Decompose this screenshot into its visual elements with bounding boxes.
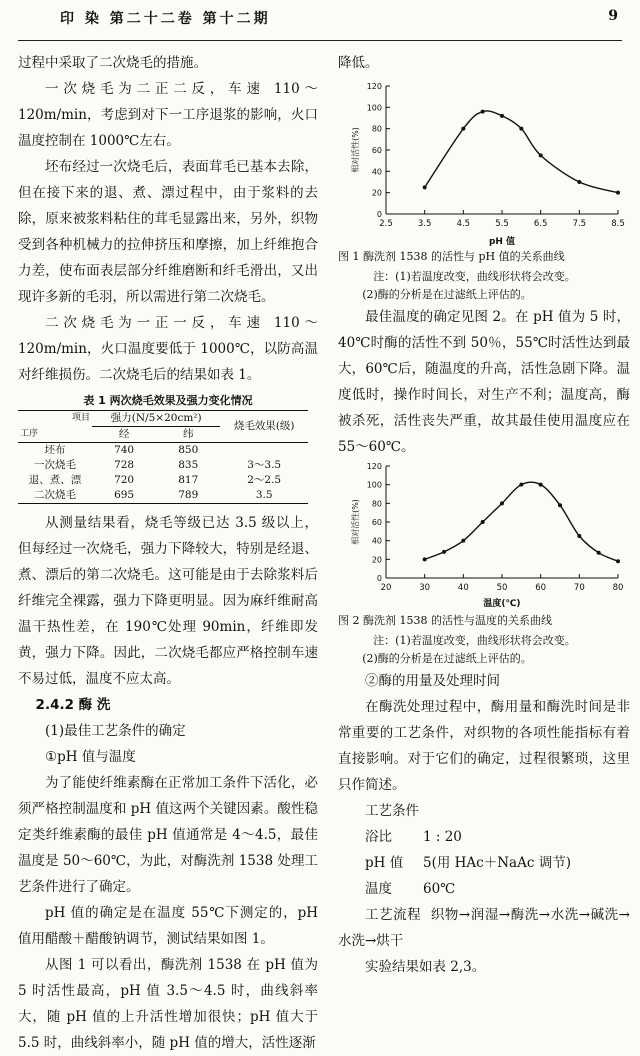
y-axis-label: 相对活性(%)	[351, 127, 360, 173]
figure-note: 注：(1)若温度改变，曲线形状将会改变。	[373, 634, 576, 647]
data-point	[577, 180, 581, 184]
figure-note: (2)酶的分析是在过滤纸上评估的。	[362, 288, 532, 301]
paragraph: 二次烧毛为一正一反，车速 110～120m/min，火口温度要低于 1000℃，以防高温对纤维损伤。二次烧毛后的结果如表 1。	[18, 315, 318, 383]
data-point	[481, 520, 485, 524]
y-tick-label: 100	[366, 103, 382, 113]
flow-label: 工艺流程	[365, 907, 422, 923]
paragraph: 降低。	[338, 55, 379, 71]
subheading: (1)最佳工艺条件的确定	[45, 723, 186, 739]
table-row	[18, 443, 308, 459]
y-tick-label: 120	[366, 462, 382, 471]
y-tick-label: 60	[371, 518, 382, 527]
singeing-table	[18, 410, 308, 504]
temperature-activity-chart	[338, 460, 628, 610]
x-tick-label: 6.5	[533, 219, 548, 229]
paragraph: 从图 1 可以看出，酶洗剂 1538 在 pH 值为 5 时活性最高，pH 值 3.5～4.5 时，曲线斜率大，随 pH 值的上升活性增加很快；pH 值大于 5.5 时，曲线斜率小，随 pH 值的增大，活性逐渐	[18, 957, 318, 1051]
data-point	[442, 550, 446, 554]
x-tick-label: 20	[380, 583, 392, 593]
table-cell: 3.5	[255, 489, 273, 501]
table-cell: 850	[178, 444, 199, 456]
table-caption: 表 1 两次烧毛效果及强力变化情况	[83, 394, 253, 407]
data-point	[461, 127, 465, 131]
conditions-title: 工艺条件	[365, 803, 419, 819]
data-point	[558, 503, 562, 507]
data-point	[539, 483, 543, 487]
data-point	[519, 483, 523, 487]
x-axis-label: 温度(℃)	[483, 599, 521, 609]
data-point	[481, 110, 485, 114]
paragraph: 最佳温度的确定见图 2。在 pH 值为 5 时，40℃时酶的活性不到 50％，55℃时活性达到最大，60℃后，随温度的升高，活性急剧下降。温度低时，操作时间长，对生产不利；温度高，酶被杀死，活性丧失严重，故其最佳使用温度应在 55～60℃。	[338, 309, 630, 455]
series-line	[425, 482, 618, 561]
y-tick-label: 20	[371, 555, 382, 565]
y-tick-label: 0	[376, 210, 382, 219]
x-tick-label: 80	[612, 583, 624, 593]
data-point	[616, 191, 620, 195]
ph-activity-chart	[338, 76, 628, 246]
table-row	[18, 488, 308, 504]
x-tick-label: 50	[496, 583, 508, 593]
condition-key: 温度	[365, 881, 392, 897]
data-point	[423, 185, 427, 189]
data-point	[423, 557, 427, 561]
figure-caption: 图 2 酶洗剂 1538 的活性与温度的关系曲线	[338, 614, 552, 627]
paragraph: 为了能使纤维素酶在正常加工条件下活化，必须严格控制温度和 pH 值这两个关键因素。酸性稳定类纤维素酶的最佳 pH 值通常是 4～4.5，最佳温度是 50～60℃，为此，对酶洗剂 1538 处理工艺条件进行了确定。	[18, 775, 318, 895]
x-tick-label: 70	[573, 583, 585, 593]
journal-title: 印 染 第二十二卷 第十二期	[60, 11, 271, 27]
paragraph: 在酶洗处理过程中，酶用量和酶洗时间是非常重要的工艺条件，对织物的各项性能指标有着直接影响。对于它们的确定，过程很繁琐，这里只作简述。	[338, 699, 630, 793]
figure-note: 注：(1)若温度改变，曲线形状将会改变。	[373, 270, 576, 283]
page-header	[0, 0, 640, 40]
y-tick-label: 60	[371, 146, 382, 155]
figure-caption: 图 1 酶洗剂 1538 的活性与 pH 值的关系曲线	[338, 250, 565, 263]
condition-row	[338, 850, 630, 876]
table-cell: 720	[114, 474, 135, 486]
data-point	[597, 551, 601, 555]
y-axis-label: 相对活性(%)	[351, 499, 360, 545]
weft-header: 纬	[156, 427, 220, 443]
table-cell: 695	[114, 489, 135, 501]
flow-steps: 织物→润湿→酶洗→水洗→碱洗→水洗→烘干	[338, 907, 630, 949]
grade-header: 烧毛效果(级)	[220, 411, 308, 443]
table-cell: 817	[178, 474, 199, 486]
table-cell: 2～2.5	[247, 474, 282, 486]
subheading: ①pH 值与温度	[45, 749, 136, 765]
y-tick-label: 80	[371, 124, 382, 134]
y-tick-label: 120	[366, 82, 382, 91]
data-point	[461, 539, 465, 543]
header-rule	[18, 40, 622, 41]
warp-header: 经	[92, 427, 156, 443]
paragraph: 一次烧毛为二正二反，车速 110～120m/min，考虑到对下一工序退浆的影响，火口温度控制在 1000℃左右。	[18, 81, 318, 149]
table-cell: 728	[114, 459, 135, 471]
condition-key: 浴比	[365, 829, 392, 845]
x-tick-label: 4.5	[456, 219, 471, 229]
table-cell: 坯布	[44, 444, 66, 456]
x-tick-label: 40	[457, 583, 469, 593]
table-corner-cell	[18, 411, 92, 443]
condition-value: 5(用 HAc＋NaAc 调节)	[423, 855, 571, 871]
data-point	[539, 153, 543, 157]
section-heading: 2.4.2 酶 洗	[35, 697, 111, 713]
data-point	[500, 114, 504, 118]
condition-value: 1 : 20	[423, 829, 462, 845]
condition-row	[338, 876, 630, 902]
table-cell: 退、煮、漂	[28, 474, 82, 486]
table-cell: 740	[114, 444, 135, 456]
paragraph: 实验结果如表 2,3。	[365, 959, 486, 975]
paragraph: 过程中采取了二次烧毛的措施。	[18, 55, 207, 71]
x-tick-label: 60	[535, 583, 547, 593]
x-tick-label: 3.5	[417, 219, 432, 229]
y-tick-label: 100	[366, 480, 382, 490]
table-cell: 789	[178, 489, 199, 501]
paragraph: pH 值的确定是在温度 55℃下测定的，pH 值用醋酸＋醋酸钠调节，测试结果如图 1。	[18, 905, 318, 947]
strength-header: 强力(N/5×20cm²)	[92, 411, 220, 427]
data-point	[500, 501, 504, 505]
x-tick-label: 30	[419, 583, 431, 593]
table-cell	[220, 443, 308, 459]
corner-process-label: 工序	[20, 429, 39, 439]
y-tick-label: 20	[371, 188, 382, 198]
x-axis-label: pH 值	[488, 237, 516, 246]
y-tick-label: 40	[371, 536, 382, 546]
condition-row	[338, 824, 630, 850]
table-cell: 二次烧毛	[34, 489, 76, 501]
x-tick-label: 7.5	[572, 219, 587, 229]
table-cell: 835	[178, 459, 199, 471]
condition-value: 60℃	[423, 881, 456, 897]
process-flow	[338, 902, 630, 954]
x-tick-label: 5.5	[495, 219, 509, 229]
table-cell: 一次烧毛	[34, 459, 76, 471]
y-tick-label: 40	[371, 167, 382, 177]
data-point	[616, 559, 620, 563]
x-tick-label: 2.5	[379, 219, 393, 229]
left-column	[18, 50, 318, 1056]
table-cell: 3～3.5	[247, 459, 282, 471]
paragraph: 从测量结果看，烧毛等级已达 3.5 级以上，但每经过一次烧毛，强力下降较大，特别是经退、煮、漂后的第二次烧毛。这可能是由于去除浆料后纤维完全裸露，强力下降更明显。因为麻纤维耐高温干热性差，在 190℃处理 90min，纤维即发黄，强力下降。因此，二次烧毛都应严格控制车速不易过低，温度不应太高。	[18, 515, 318, 687]
table-row	[18, 473, 308, 488]
y-tick-label: 0	[376, 574, 382, 583]
y-tick-label: 80	[371, 499, 382, 509]
page-number: 9	[608, 8, 618, 24]
series-line	[425, 111, 618, 193]
data-point	[519, 127, 523, 131]
right-column	[338, 50, 630, 980]
paragraph: 坯布经过一次烧毛后，表面茸毛已基本去除，但在接下来的退、煮、漂过程中，由于浆料的去除，原来被浆料粘住的茸毛显露出来，另外，织物受到各种机械力的拉伸挤压和摩擦，加上纤维抱合力差，使布面表层部分纤维磨断和纤毛滑出，又出现许多新的毛羽，所以需进行第二次烧毛。	[18, 159, 318, 305]
data-point	[577, 534, 581, 538]
x-tick-label: 8.5	[611, 219, 625, 229]
subheading: ②酶的用量及处理时间	[365, 673, 500, 689]
condition-key: pH 值	[365, 855, 404, 871]
figure-note: (2)酶的分析是在过滤纸上评估的。	[362, 652, 532, 665]
corner-item-label: 项目	[71, 413, 90, 423]
table-row	[18, 458, 308, 473]
